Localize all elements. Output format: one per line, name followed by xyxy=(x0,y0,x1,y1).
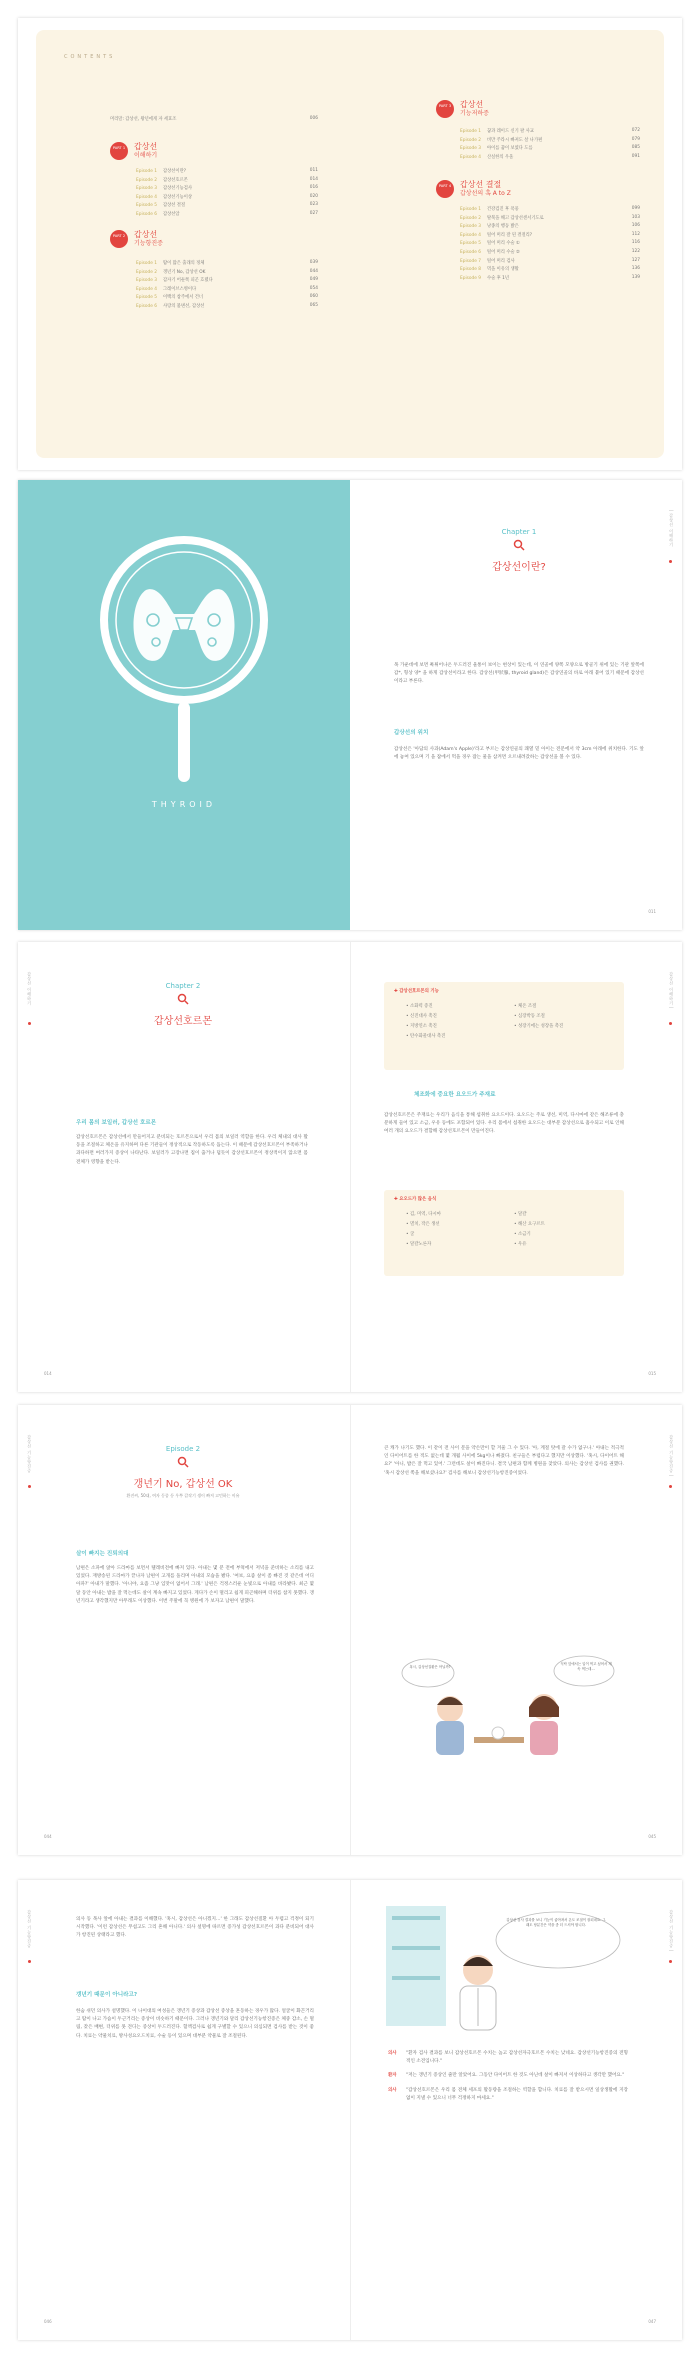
section-title: 우리 몸의 보일러, 갑상선 호르몬 xyxy=(76,1120,157,1126)
toc-item-title: 건강검진 후 폭풍 xyxy=(486,207,519,212)
toc-episode-label: Episode 7 xyxy=(460,258,481,264)
toc-item-page: 039 xyxy=(309,260,318,265)
toc-item-title: 갑상선기능검사 xyxy=(162,186,193,192)
iodine-food-box xyxy=(384,1190,624,1276)
magnifier-illustration xyxy=(18,480,350,930)
section-paragraph: 한숨 쉬던 의사가 설명했다. 이 나이대의 여성들은 갱년기 증상과 갑상선 증상을 혼동하는 경우가 많다. 얼굴이 화끈거리고 땀이 나고 가슴이 두근거리는 증상이 비슷하기 때문이다. 그러나 갱년기와 달리 갑상선기능항진증은 체중 감소, 손 떨림, 잦은 배변, 더위를 못 견디는 증상이 두드러진다. 혈액검사로 쉽게 구별할 수 있으니 의심되면 검사를 받는 것이 좋다. 치료는 약물치료, 방사성요오드치료, 수술 등이 있으며 대부분 약물로 잘 조절된다. xyxy=(76,2009,314,2039)
toc-item xyxy=(460,137,640,146)
toc-item-title: 털어 머리 수술 ① xyxy=(486,241,520,247)
box2-list-left xyxy=(406,1210,441,1250)
toc-episode-label: Episode 3 xyxy=(460,146,481,152)
toc-episode-label: Episode 8 xyxy=(460,267,481,273)
chapter1-spread xyxy=(18,480,682,930)
side-dot-left xyxy=(28,1485,31,1488)
toc-item xyxy=(460,232,640,241)
box-list-item: • 탄수화물대사 촉진 xyxy=(406,1034,446,1039)
toc-episode-label: Episode 3 xyxy=(136,186,157,192)
box-list-item: • 성장기에는 성장을 촉진 xyxy=(514,1024,564,1029)
toc-item xyxy=(136,177,318,186)
part1-list xyxy=(136,168,318,220)
toc-episode-label: Episode 5 xyxy=(136,295,157,301)
section-title: 살이 빠지는 진퇴의대 xyxy=(76,1551,129,1557)
contents-page xyxy=(18,18,682,470)
toc-item-title: 먹을 이유의 생활 xyxy=(486,267,519,273)
side-dot-right xyxy=(669,1022,672,1025)
box-list-item: • 소화력 증진 xyxy=(406,1004,433,1009)
side-label-right: 갑상선 기능항진증 | xyxy=(669,1435,674,1477)
page-number-left: 014 xyxy=(44,1371,52,1376)
toc-item-title: 비만 주라시 빠져도 살 나가편 xyxy=(486,137,543,143)
episode2-spread xyxy=(18,1405,682,1855)
toc-item-page: 027 xyxy=(309,210,318,216)
side-label: | 갑상선 이해하기 xyxy=(669,510,674,547)
part2-list xyxy=(136,260,318,312)
chapter1-header xyxy=(394,528,644,573)
dialogue-line xyxy=(388,2072,628,2080)
section-title: 갱년기 때문이 아니라고? xyxy=(76,1992,138,1998)
part4-list xyxy=(460,206,640,283)
section-title: 갑상선의 위치 xyxy=(394,730,429,736)
toc-item xyxy=(460,154,640,163)
box-list-right xyxy=(514,1002,563,1032)
toc-item-title: 수술 후 1년 xyxy=(486,275,510,281)
left-paragraph: 남편은 소파에 앉아 드라마를 보면서 텔레비전에 빠져 있다. 아내는 몇 분 전에 부엌에서 저녁을 준비하는 소리를 내고 있었다. 재방송된 드라마가 끝나자 남편이 고개를 돌리며 아내의 모습을 봤다. '여보, 요즘 살이 좀 빠진 것 같은데 어디 아파?' 아내가 말했다. '아니야, 요즘 그냥 입맛이 없어서 그래.' 남편은 걱정스러운 눈빛으로 아내를 바라봤다. 최근 몇 달 동안 아내는 밥을 잘 먹는데도 살이 계속 빠지고 있었다. 게다가 손이 떨리고 쉽게 피곤해하며 더위를 참지 못했다. 갱년기라고 생각했지만 아무래도 이상했다. 이번 주말에 꼭 병원에 가 보자고 남편이 말했다. xyxy=(76,1566,314,1604)
toc-item-page: 139 xyxy=(631,274,640,280)
toc-item xyxy=(460,258,640,267)
episode2-continued-spread xyxy=(18,1880,682,2340)
side-label-right: 갑상선 이해하기 | xyxy=(669,972,674,1009)
dialogue-text: "갑상선호르몬은 우리 몸 전체 세포의 활동량을 조절하는 역할을 합니다. 치료를 잘 받으시면 일상생활에 지장 없이 지낼 수 있으니 너무 걱정하지 마세요." xyxy=(406,2087,628,2101)
search-icon xyxy=(513,539,525,551)
box-list-item: • 해산 요구르트 xyxy=(514,1222,545,1227)
toc-item-page: 079 xyxy=(631,136,640,142)
toc-episode-label: Episode 6 xyxy=(136,303,157,309)
toc-item xyxy=(460,206,640,215)
toc-item-page: 020 xyxy=(309,193,318,199)
hormone-function-box xyxy=(384,982,624,1070)
dialogue-line xyxy=(388,2087,628,2103)
toc-item-page: 085 xyxy=(631,145,640,151)
toc-item-page: 014 xyxy=(309,176,318,182)
toc-item xyxy=(136,269,318,278)
toc-item-page: 106 xyxy=(631,223,640,229)
right-paragraph: 큰 캐가 나기도 했다. 이 같이 전 사이 문을 약손만이 할 겨울 그 수 있다. '아, 계절 탓에 갈 수가 없구나.' 아내는 적극적인 다이어트를 한 적도 없는데 몇 개월 사이에 5kg이나 빠졌다. 친구들은 부럽다고 했지만 이상했다. '혹시, 다이어트 해요?' '아니, 밥은 잘 먹고 있어.' 그런데도 살이 빠진다니. 결국 남편과 함께 병원을 찾았다. 의사는 갑상선 검사를 권했다. '혹시 갑상선 쪽을 해보셨나요?' 검사를 해보니 갑상선기능항진증이었다. xyxy=(384,1446,624,1476)
shelf-icon xyxy=(386,1906,446,2026)
episode-subtitle: 환진씨, 50대, 여자 동종 등 우쭈 갑작기 생이 빠져 고민하는 이유 xyxy=(126,1493,240,1498)
toc-episode-label: Episode 3 xyxy=(136,278,157,284)
bubble-husband: 혹시, 갑상선질환은 아닐까? xyxy=(409,1665,451,1669)
box-list-item: • 달걀노른자 xyxy=(406,1242,432,1247)
toc-item-page: 136 xyxy=(631,266,640,272)
page-number-right: 015 xyxy=(648,1371,656,1376)
toc-item xyxy=(460,145,640,154)
part2-badge: PART 2 xyxy=(110,230,128,248)
box-list-item: • 체온 조절 xyxy=(514,1004,537,1009)
toc-item xyxy=(460,249,640,258)
dialogue-text: "환자 검사 결과를 보니 갑상선호르몬 수치는 높고 갑상선자극호르몬 수치는 낮네요. 갑상선기능항진증의 전형적인 소견입니다." xyxy=(406,2051,628,2065)
search-icon xyxy=(177,1456,189,1468)
intro-title: 머리말: 갑상선, 왕년에게 자 세효조 xyxy=(110,117,177,122)
toc-item-title: 아이를 꿈이 보였다 도를 xyxy=(486,146,533,152)
part3-badge: PART 3 xyxy=(436,100,454,118)
toc-item-title: 갱년기 No, 갑상선 OK xyxy=(162,269,206,275)
toc-item xyxy=(460,128,640,137)
dialogue-speaker: 환자 xyxy=(388,2073,397,2079)
side-dot-right xyxy=(669,1960,672,1963)
side-dot-right xyxy=(669,1485,672,1488)
part4-badge: PART 4 xyxy=(436,180,454,198)
box-list-item: • 달걀 xyxy=(514,1212,527,1217)
page-number-left: 044 xyxy=(44,1834,52,1839)
toc-item-title: 갑상선암 xyxy=(162,211,180,217)
toc-episode-label: Episode 1 xyxy=(136,169,157,174)
toc-item-title: 털어 머리 수술 ② xyxy=(486,249,520,255)
toc-item-page: 023 xyxy=(309,202,318,208)
top-paragraph: 의사 동 목사 앞에 아내는 결과를 이해했다. '혹시, 갑상선은 아니겠지…' 한 그래도 갑상선질환 아 두렵고 걱정이 되기 시작했다. '이런 갑상선은 무섭고도 그리 흔해 아니다.' 의사 설명에 따르면 증가성 갑상선호르몬이 과다 분비되어 대사가 항진된 상태라고 했다. xyxy=(76,1917,314,1939)
toc-item-page: 127 xyxy=(631,257,640,263)
episode-header xyxy=(58,1445,308,1499)
chapter-title: 갑상선호르몬 xyxy=(154,1016,212,1027)
toc-item-title: 탈북을 해고 갑상선센서기도로 xyxy=(486,215,544,221)
toc-item xyxy=(136,294,318,303)
side-label-right: 갑상선 기능항진증 | xyxy=(669,1910,674,1952)
side-label-left: 갑상선 이해하기 xyxy=(27,972,32,1006)
page-number: 011 xyxy=(648,909,656,914)
toc-item-title: 그레이브스병이다 xyxy=(162,286,197,292)
part3-list xyxy=(460,128,640,162)
toc-item-page: 049 xyxy=(309,277,318,283)
part4-title: 갑상선 결절 갑상선의 혹 A to Z xyxy=(460,180,511,197)
toc-episode-label: Episode 1 xyxy=(460,129,481,134)
toc-episode-label: Episode 3 xyxy=(460,224,481,230)
dialogue-text: "저는 갱년기 증상인 줄만 알았어요. 그동안 다이어트 한 것도 아닌데 살이 빠져서 이상하다고 생각만 했어요." xyxy=(406,2073,625,2079)
toc-item xyxy=(460,266,640,275)
contents-label: CONTENTS xyxy=(64,54,116,60)
toc-episode-label: Episode 5 xyxy=(136,203,157,209)
dialogue-speaker: 의사 xyxy=(388,2087,397,2093)
toc-episode-label: Episode 5 xyxy=(460,241,481,247)
toc-item-title: 갑상선호르몬 xyxy=(162,177,188,183)
box-title: ✚ 갑상선호르몬의 기능 xyxy=(394,989,439,994)
toc-item xyxy=(136,211,318,220)
side-dot-left xyxy=(28,1022,31,1025)
wife-icon xyxy=(529,1694,559,1755)
toc-item-title: 갑상선이란? xyxy=(162,169,187,174)
toc-item-page: 054 xyxy=(309,285,318,291)
part3-title: 갑상선 기능저하증 xyxy=(460,100,489,117)
toc-item xyxy=(136,260,318,269)
toc-item xyxy=(460,240,640,249)
toc-item-title: 털어 머리 검사 xyxy=(486,258,515,264)
dialogue-list xyxy=(388,2050,628,2109)
toc-item-page: 091 xyxy=(631,153,640,159)
box2-title: ✚ 요오드가 많은 음식 xyxy=(394,1197,437,1202)
toc-item xyxy=(136,194,318,203)
box-list-item: • 지방연소 촉진 xyxy=(406,1024,437,1029)
toc-item-page: 016 xyxy=(309,185,318,191)
toc-episode-label: Episode 4 xyxy=(136,286,157,292)
toc-episode-label: Episode 2 xyxy=(460,137,481,143)
page-number-right: 045 xyxy=(648,1834,656,1839)
box-list-item: • 심장박동 조절 xyxy=(514,1014,545,1019)
toc-episode-label: Episode 2 xyxy=(460,215,481,221)
contents-panel xyxy=(36,30,664,458)
toc-item-title: 털어 머리 잘 된 결절리? xyxy=(486,232,533,238)
episode-title: 갱년기 No, 갑상선 OK xyxy=(133,1479,233,1490)
toc-item-title: 갑상선 결절 xyxy=(162,203,186,209)
side-dot xyxy=(669,560,672,563)
toc-item-title: 사랑의 불변선, 갑상선 xyxy=(162,303,205,309)
toc-episode-label: Episode 4 xyxy=(460,232,481,238)
part1-badge: PART 1 xyxy=(110,142,128,160)
box-list-item: • 김, 미역, 다시마 xyxy=(406,1212,442,1217)
toc-episode-label: Episode 1 xyxy=(460,207,481,212)
toc-episode-label: Episode 6 xyxy=(460,249,481,255)
toc-item xyxy=(460,223,640,232)
toc-item-page: 112 xyxy=(631,231,640,237)
section-paragraph: 갑상선호르몬은 갑상선에서 만들어지고 분비되는 호르몬으로서 우리 몸의 보일러 역할을 한다. 우리 체내의 대사 활동을 조절하고 체온을 유지하며 다른 기관들이 정상적으로 작동하도록 돕는다. 이 때문에 갑상선호르몬이 부족하거나 과다하면 여러가지 증상이 나타난다. 보일러가 고장나면 집이 춥거나 덥듯이 갑상선호르몬이 정상적이지 않으면 몸 전체가 영향을 받는다. xyxy=(76,1135,308,1165)
chapter-title: 갑상선이란? xyxy=(492,562,546,573)
toc-item-page: 011 xyxy=(309,168,318,173)
doctor-icon xyxy=(460,1955,496,2030)
section2-title: 체조화에 중요한 요오드가 주재료 xyxy=(414,1092,496,1098)
toc-item-page: 103 xyxy=(631,214,640,220)
dialogue-speaker: 의사 xyxy=(388,2051,397,2056)
chapter1-cover-panel xyxy=(18,480,350,930)
toc-item xyxy=(136,303,318,312)
toc-episode-label: Episode 4 xyxy=(136,194,157,200)
toc-item-title: 꿈과 레이드 신기 팔 사교 xyxy=(486,129,534,134)
toc-item-title: 낭종의 행동 밝은 xyxy=(486,224,519,230)
toc-episode-label: Episode 4 xyxy=(460,154,481,160)
intro-page: 006 xyxy=(309,116,318,121)
box-list-item: • 멸치, 작은 생선 xyxy=(406,1222,440,1227)
section-paragraph: 갑상선은 '아담의 사과(Adam's Apple)'라고 부르는 갑상연골의 쾌열 밑 아이는 전문에서 약 3cm 아래에 위치한다. 기도 앞에 놓여 있으며 기 을 잡에서 먹을 경우 잡는 물을 삼켜면 오르내려갔하는 갑상선을 볼 수 있다. xyxy=(394,747,644,761)
thyroid-label: THYROID xyxy=(151,800,217,809)
box-list-item: • 신진대사 촉진 xyxy=(406,1014,437,1019)
chapter-label: Chapter 1 xyxy=(501,528,537,536)
toc-item xyxy=(136,168,318,177)
toc-item xyxy=(136,277,318,286)
episode-label: Episode 2 xyxy=(165,1445,201,1453)
page-number-right: 047 xyxy=(648,2319,656,2324)
section2-paragraph: 갑상선호르몬은 주재료는 우리가 음식을 통해 섭취한 요오드이다. 요오드는 주로 생선, 미역, 다시마에 같은 해조류에 충분하게 들어 있고 소금, 우유 등에도 포함되어 있다. 우리 몸에서 섭취한 요오드는 대부분 갑상선으로 흡수되고 이로 인해 여러 개의 요오드가 결합해 갑상선호르몬이 만들어진다. xyxy=(384,1113,624,1135)
toc-episode-label: Episode 1 xyxy=(136,261,157,266)
part1-title: 갑상선 이해하기 xyxy=(134,142,158,159)
toc-item-page: 065 xyxy=(309,302,318,308)
box-list-item: • 굴 xyxy=(406,1232,415,1237)
chapter-label: Chapter 2 xyxy=(165,982,201,990)
toc-item-page: 116 xyxy=(631,240,640,246)
toc-item-title: 땀이 많은 출래의 정체 xyxy=(162,261,205,266)
toc-episode-label: Episode 2 xyxy=(136,177,157,183)
bubble-wife: 식탁 앞에서는 입이 먹고 싶어서 계속 먹는데... xyxy=(560,1662,612,1671)
dish-icon xyxy=(492,1727,504,1739)
husband-icon xyxy=(436,1696,464,1755)
box-list-item: • 우유 xyxy=(514,1242,527,1247)
box-list-left xyxy=(406,1002,445,1042)
toc-item xyxy=(460,275,640,284)
page-number-left: 046 xyxy=(44,2319,52,2324)
toc-episode-label: Episode 6 xyxy=(136,211,157,217)
toc-item-page: 099 xyxy=(631,206,640,211)
toc-item-page: 072 xyxy=(631,128,640,133)
toc-item-page: 122 xyxy=(631,248,640,254)
toc-item-title: 갑상선기능이상 xyxy=(162,194,193,200)
toc-episode-label: Episode 9 xyxy=(460,275,481,281)
side-dot-left xyxy=(28,1960,31,1963)
toc-item xyxy=(460,215,640,224)
toc-item xyxy=(136,185,318,194)
search-icon xyxy=(177,993,189,1005)
intro-paragraph: 목 가운데에 보면 툭튀어나온 두드러진 울퉁이 보이는 현상이 있는데, 이 연골에 양쪽 모양으로 방골기 위에 있는 기관 앞쪽에 갑*, 형상 양* 을 하게 갑상선이라고 한다. 갑상선(甲狀腺, thyroid gland)은 갑상연골의 바로 아래 붙어 있기 때문에 갑상선이라고 부른다. xyxy=(394,663,644,685)
toc-item-page: 044 xyxy=(309,268,318,274)
toc-item xyxy=(136,286,318,295)
doctor-bubble: 갑상선 검사 결과를 보니 기능이 좋아져서 온도 조절이 잘되네요. 그래도 당분간은 약을 좀 더 드셔야 합니다. xyxy=(506,1918,606,1927)
box-list-item: • 소금기 xyxy=(514,1232,531,1237)
box2-list-right xyxy=(514,1210,545,1250)
part2-title: 갑상선 기능항진증 xyxy=(134,230,163,247)
side-label-left: 갑상선 기능항진증 xyxy=(27,1435,32,1473)
chapter2-header xyxy=(58,982,308,1027)
chapter2-spread xyxy=(18,942,682,1392)
toc-item-page: 060 xyxy=(309,294,318,300)
magnifier-icon xyxy=(104,540,264,782)
toc-item xyxy=(136,202,318,211)
toc-episode-label: Episode 2 xyxy=(136,269,157,275)
toc-item-title: 갑자기 어둔쪽 피곤 흐렸다 xyxy=(162,278,213,284)
toc-item-title: 산실한의 우울 xyxy=(486,154,514,160)
dialogue-line xyxy=(388,2050,628,2066)
side-label-left: 갑상선 기능항진증 xyxy=(27,1910,32,1948)
toc-item-title: 이백의 참주에서 건너 xyxy=(162,295,204,301)
